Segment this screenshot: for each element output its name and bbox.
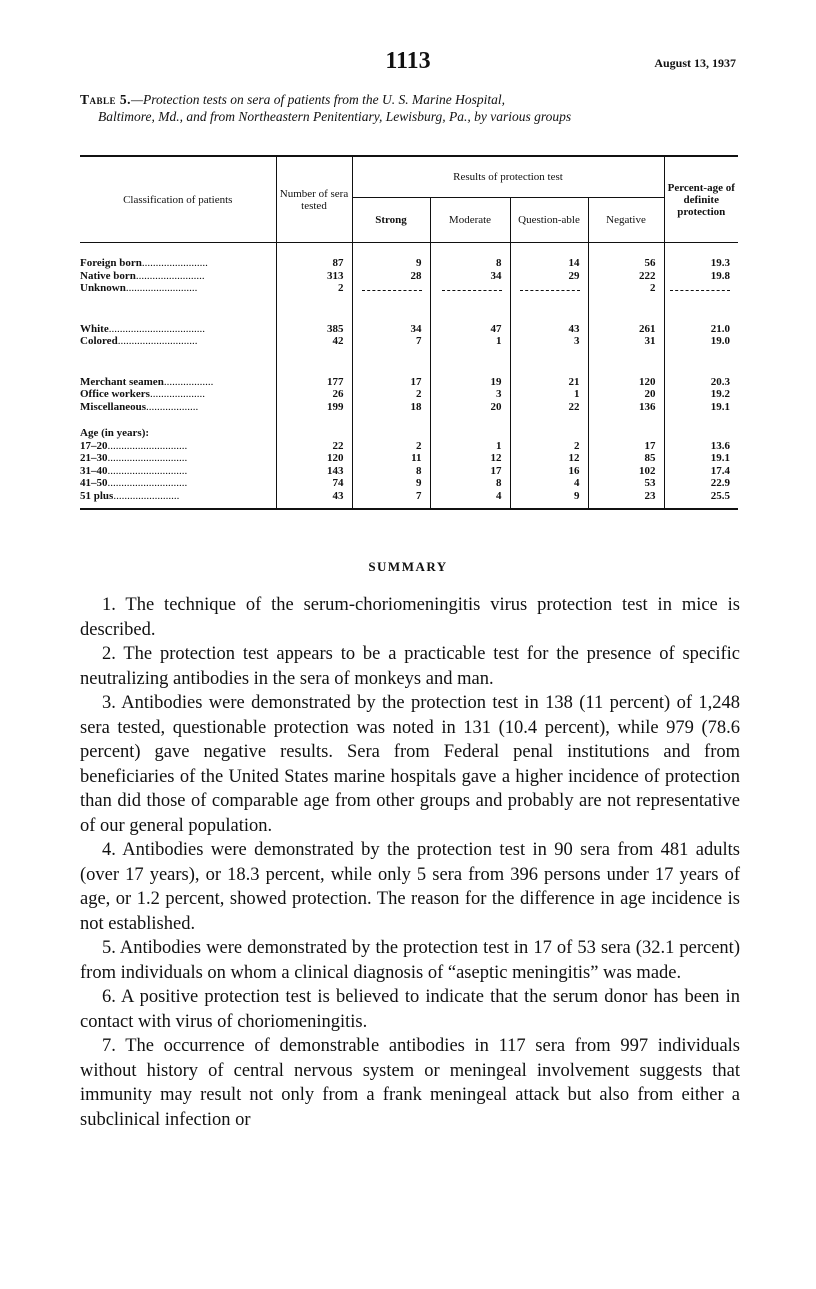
cell-strong: 2 — [352, 440, 430, 453]
row-label: Foreign born — [80, 257, 142, 269]
cell-strong-empty — [352, 282, 430, 295]
cell-number: 74 — [276, 477, 352, 490]
cell-percent: 13.6 — [664, 440, 738, 453]
cell-questionable: 29 — [510, 270, 588, 283]
cell-strong: 9 — [352, 257, 430, 270]
summary-paragraph: 4. Antibodies were demonstrated by the protection test in 90 sera from 481 adults (over 17 years), or 18.3 percent, while only 5 sera from 396 persons under 17 years of age, or 1.2 percent, showed protection. The reason for the difference in age incidence is not established. — [80, 840, 740, 934]
header-questionable: Question-able — [510, 198, 588, 243]
publication-date: August 13, 1937 — [654, 56, 736, 70]
cell-negative: 56 — [588, 257, 664, 270]
row-label: 21–30 — [80, 452, 108, 464]
cell-questionable: 22 — [510, 401, 588, 414]
table-row: Unknown.......................... 2 2 — [80, 282, 738, 295]
cell-negative: 2 — [588, 282, 664, 295]
summary-paragraph: 1. The technique of the serum-choriomeningitis virus protection test in mice is described. — [80, 595, 740, 640]
cell-questionable: 2 — [510, 440, 588, 453]
row-label: Miscellaneous — [80, 400, 146, 413]
cell-strong: 11 — [352, 452, 430, 465]
cell-number: 313 — [276, 270, 352, 283]
table-row: 17–20............................. 22 2 1 2 17 13.6 — [80, 440, 738, 453]
cell-negative: 17 — [588, 440, 664, 453]
cell-moderate: 8 — [430, 257, 510, 270]
age-heading: Age (in years): — [80, 427, 150, 439]
table-row: White................................... 385 34 47 43 261 21.0 — [80, 323, 738, 336]
table-row: Miscellaneous................... 199 18 20 22 136 19.1 — [80, 401, 738, 414]
header-strong: Strong — [352, 198, 430, 243]
cell-questionable: 3 — [510, 335, 588, 348]
cell-negative: 136 — [588, 401, 664, 414]
cell-strong: 7 — [352, 490, 430, 503]
cell-percent: 17.4 — [664, 465, 738, 478]
cell-percent: 19.1 — [664, 401, 738, 414]
table-row: 21–30............................. 120 11 12 12 85 19.1 — [80, 452, 738, 465]
table-row: Colored............................. 42 7 1 3 31 19.0 — [80, 335, 738, 348]
row-label: Unknown — [80, 282, 126, 294]
row-label: White — [80, 322, 109, 335]
cell-number: 2 — [276, 282, 352, 295]
cell-questionable: 43 — [510, 323, 588, 336]
table-row: Office workers.................... 26 2 3 1 20 19.2 — [80, 388, 738, 401]
cell-questionable: 12 — [510, 452, 588, 465]
cell-percent: 19.1 — [664, 452, 738, 465]
cell-moderate: 1 — [430, 440, 510, 453]
cell-negative: 20 — [588, 388, 664, 401]
row-label: Office workers — [80, 388, 150, 400]
cell-negative: 53 — [588, 477, 664, 490]
row-label: 51 plus — [80, 489, 114, 502]
summary-paragraph: 5. Antibodies were demonstrated by the protection test in 17 of 53 sera (32.1 percent) from individuals on whom a clinical diagnosis of “aseptic meningitis” was made. — [80, 938, 740, 983]
summary-paragraph: 3. Antibodies were demonstrated by the protection test in 138 (11 percent) of 1,248 sera tested, questionable protection was noted in 131 (10.4 percent), while 979 (78.6 percent) gave negative results. Sera from Federal penal institutions and from beneficiaries of the United States marine hospitals gave a higher incidence of protection than did those of comparable age from other groups and probably are not representative of our general population. — [80, 693, 740, 836]
cell-moderate: 19 — [430, 376, 510, 389]
header-results: Results of protection test — [352, 156, 664, 198]
cell-questionable: 14 — [510, 257, 588, 270]
cell-number: 120 — [276, 452, 352, 465]
cell-moderate: 3 — [430, 388, 510, 401]
cell-percent: 22.9 — [664, 477, 738, 490]
caption-text: —Protection tests on sera of patients from the U. S. Marine Hospital, — [131, 92, 505, 107]
table-row: 51 plus........................ 43 7 4 9 23 25.5 — [80, 490, 738, 503]
cell-moderate: 4 — [430, 490, 510, 503]
cell-number: 22 — [276, 440, 352, 453]
header-classification: Classification of patients — [80, 156, 276, 243]
summary-paragraph: 6. A positive protection test is believed to indicate that the serum donor has been in contact with virus of choriomeningitis. — [80, 987, 740, 1032]
header-percentage: Percent-age of definite protection — [664, 156, 738, 243]
header-moderate: Moderate — [430, 198, 510, 243]
header-number-of-sera: Number of sera tested — [276, 156, 352, 243]
cell-moderate: 1 — [430, 335, 510, 348]
table-label: Table 5. — [80, 92, 132, 107]
cell-negative: 261 — [588, 323, 664, 336]
cell-questionable: 1 — [510, 388, 588, 401]
cell-negative: 23 — [588, 490, 664, 503]
table-row: Merchant seamen.................. 177 17 19 21 120 20.3 — [80, 376, 738, 389]
row-label: Colored — [80, 335, 118, 347]
caption-continuation: Baltimore, Md., and from Northeastern Penitentiary, Lewisburg, Pa., by various groups — [98, 108, 572, 124]
cell-number: 143 — [276, 465, 352, 478]
cell-strong: 7 — [352, 335, 430, 348]
cell-percent: 19.3 — [664, 257, 738, 270]
page-number: 1113 — [385, 48, 431, 74]
cell-number: 26 — [276, 388, 352, 401]
cell-percent: 19.8 — [664, 270, 738, 283]
cell-moderate: 8 — [430, 477, 510, 490]
cell-negative: 120 — [588, 376, 664, 389]
row-label: 17–20 — [80, 439, 108, 452]
cell-moderate: 34 — [430, 270, 510, 283]
page-header — [80, 48, 736, 78]
cell-strong: 17 — [352, 376, 430, 389]
cell-strong: 34 — [352, 323, 430, 336]
summary-paragraph: 2. The protection test appears to be a practicable test for the presence of specific neutralizing antibodies in the sera of monkeys and man. — [80, 644, 740, 689]
cell-strong: 8 — [352, 465, 430, 478]
cell-moderate: 12 — [430, 452, 510, 465]
header-negative: Negative — [588, 198, 664, 243]
cell-questionable: 21 — [510, 376, 588, 389]
cell-number: 177 — [276, 376, 352, 389]
summary-body — [80, 593, 740, 1132]
cell-number: 385 — [276, 323, 352, 336]
cell-negative: 85 — [588, 452, 664, 465]
cell-number: 43 — [276, 490, 352, 503]
table-row: Foreign born........................ 87 9 8 14 56 19.3 — [80, 257, 738, 270]
row-label: 31–40 — [80, 464, 108, 477]
table-row: Native born......................... 313 28 34 29 222 19.8 — [80, 270, 738, 283]
row-label: 41–50 — [80, 477, 108, 489]
cell-questionable-empty — [510, 282, 588, 295]
cell-strong: 2 — [352, 388, 430, 401]
table-caption — [80, 92, 740, 125]
cell-moderate: 17 — [430, 465, 510, 478]
cell-percent: 19.0 — [664, 335, 738, 348]
cell-number: 87 — [276, 257, 352, 270]
summary-heading: SUMMARY — [368, 559, 448, 574]
protection-tests-table — [80, 155, 738, 510]
cell-percent: 19.2 — [664, 388, 738, 401]
cell-percent: 20.3 — [664, 376, 738, 389]
table-row: 31–40............................. 143 8 17 16 102 17.4 — [80, 465, 738, 478]
table-row: 41–50............................. 74 9 8 4 53 22.9 — [80, 477, 738, 490]
cell-strong: 9 — [352, 477, 430, 490]
cell-percent: 25.5 — [664, 490, 738, 503]
cell-moderate: 20 — [430, 401, 510, 414]
cell-negative: 102 — [588, 465, 664, 478]
cell-questionable: 4 — [510, 477, 588, 490]
cell-moderate-empty — [430, 282, 510, 295]
cell-percent: 21.0 — [664, 323, 738, 336]
cell-moderate: 47 — [430, 323, 510, 336]
cell-number: 42 — [276, 335, 352, 348]
age-heading-row — [80, 427, 738, 440]
cell-negative: 31 — [588, 335, 664, 348]
cell-questionable: 16 — [510, 465, 588, 478]
cell-strong: 28 — [352, 270, 430, 283]
row-label: Native born — [80, 269, 136, 282]
cell-questionable: 9 — [510, 490, 588, 503]
cell-percent-empty — [664, 282, 738, 295]
summary-paragraph: 7. The occurrence of demonstrable antibodies in 117 sera from 997 individuals without history of central nervous system or meningeal involvement suggests that immunity may result not only from a frank meningeal attack but also from either a subclinical infection or — [80, 1036, 740, 1130]
cell-strong: 18 — [352, 401, 430, 414]
row-label: Merchant seamen — [80, 375, 164, 388]
cell-negative: 222 — [588, 270, 664, 283]
cell-number: 199 — [276, 401, 352, 414]
